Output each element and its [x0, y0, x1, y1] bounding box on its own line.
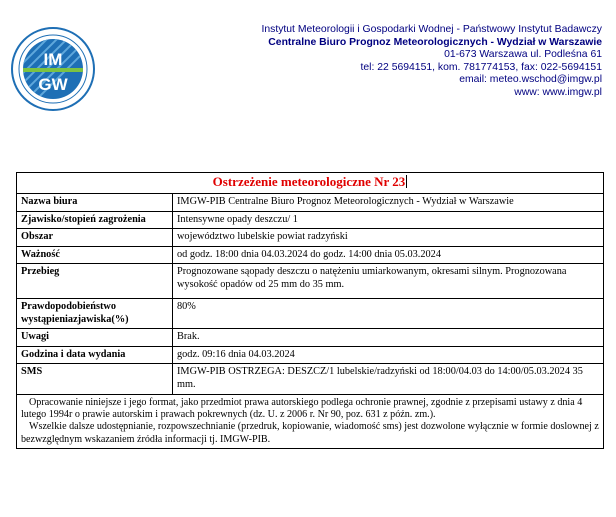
logo-text-bottom: GW: [38, 75, 68, 94]
text-cursor: [406, 175, 407, 188]
row-value: 80%: [173, 299, 604, 329]
row-value: Intensywne opady deszczu/ 1: [173, 211, 604, 229]
institute-name: Instytut Meteorologii i Gospodarki Wodnej - Państwowy Instytut Badawczy: [261, 24, 602, 35]
copyright-paragraph: Opracowanie niniejsze i jego format, jako przedmiot prawa autorskiego podlega ochronie prawnej, zgodnie z przepisami ustawy z dnia 4 lutego 1994r o prawie autorskim i prawach pokrewnych (dz. U. z 2006 r. Nr 90, poz. 631 z późn. zm.).: [21, 397, 583, 421]
redistribution-paragraph: Wszelkie dalsze udostępnianie, rozpowszechnianie (przedruk, kopiowanie, wiadomość sms) jest dozwolone wyłącznie w formie doslownej z bezwzględnym wskazaniem źródła informacji tj. IMGW-PIB.: [21, 421, 599, 445]
bureau-name: Centralne Biuro Prognoz Meteorologicznych - Wydział w Warszawie: [268, 36, 602, 48]
row-label: Uwagi: [17, 329, 173, 347]
logo-text-top: IM: [43, 50, 63, 69]
warning-table: [16, 172, 604, 449]
table-row: [17, 194, 604, 212]
row-value: województwo lubelskie powiat radzyński: [173, 229, 604, 247]
row-value: Prognozowane sąopady deszczu o natężeniu umiarkowanym, okresami silnym. Prognozowana wysokość opadów od 25 mm do 35 mm.: [173, 264, 604, 299]
phones: tel: 22 5694151, kom. 781774153, fax: 022-5694151: [360, 61, 602, 73]
institute-header: [182, 24, 602, 100]
email: email: meteo.wschod@imgw.pl: [459, 74, 602, 86]
copyright-notice: [17, 395, 604, 449]
row-label: Prawdopodobieństwo wystąpieniazjawiska(%): [17, 299, 173, 329]
warning-title-cell[interactable]: [17, 173, 604, 194]
row-label: Zjawisko/stopień zagrożenia: [17, 211, 173, 229]
row-label: Nazwa biura: [17, 194, 173, 212]
table-row: [17, 246, 604, 264]
row-value: od godz. 18:00 dnia 04.03.2024 do godz. 14:00 dnia 05.03.2024: [173, 246, 604, 264]
row-label: Godzina i data wydania: [17, 346, 173, 364]
imgw-logo: [10, 26, 96, 112]
table-row: [17, 229, 604, 247]
row-label: Obszar: [17, 229, 173, 247]
warning-title: Ostrzeżenie meteorologiczne Nr 23: [212, 174, 406, 189]
table-row: [17, 299, 604, 329]
table-row: [17, 364, 604, 395]
row-value: IMGW-PIB Centralne Biuro Prognoz Meteorologicznych - Wydział w Warszawie: [173, 194, 604, 212]
row-label: Ważność: [17, 246, 173, 264]
address: 01-673 Warszawa ul. Podleśna 61: [444, 49, 602, 61]
table-row: [17, 346, 604, 364]
row-value: Brak.: [173, 329, 604, 347]
row-value: godz. 09:16 dnia 04.03.2024: [173, 346, 604, 364]
row-label: Przebieg: [17, 264, 173, 299]
table-row: [17, 329, 604, 347]
row-value: IMGW-PIB OSTRZEGA: DESZCZ/1 lubelskie/radzyński od 18:00/04.03 do 14:00/05.03.2024 35 mm.: [173, 364, 604, 395]
table-row: [17, 211, 604, 229]
website: www: www.imgw.pl: [514, 86, 602, 98]
row-label: SMS: [17, 364, 173, 395]
table-row: [17, 264, 604, 299]
